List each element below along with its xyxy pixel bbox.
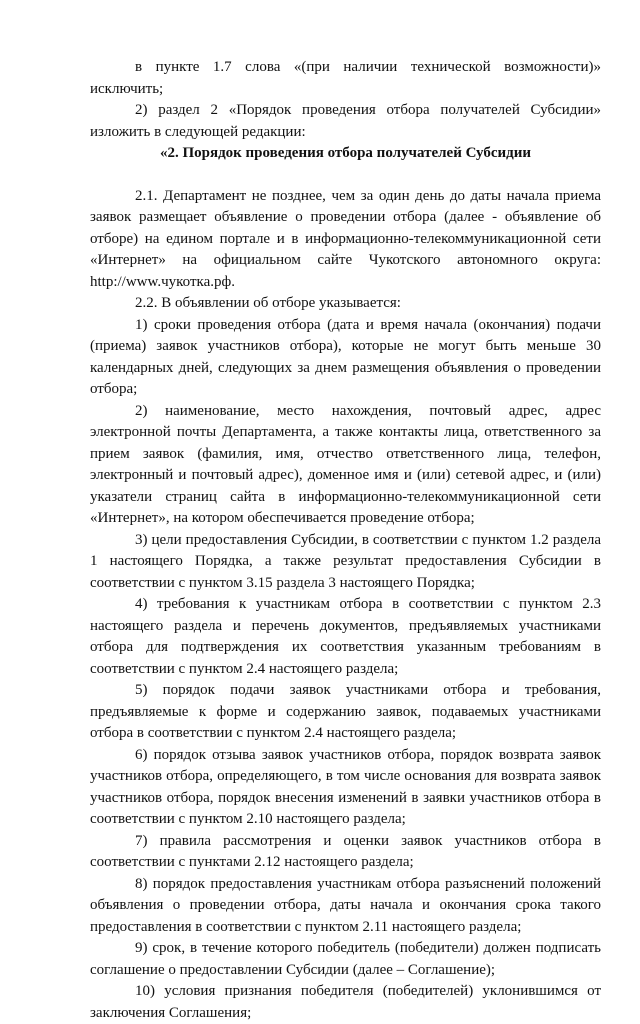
paragraph-amendment-1-7: в пункте 1.7 слова «(при наличии технической возможности)» исключить; xyxy=(90,59,601,97)
list-item-1: 1) сроки проведения отбора (дата и время начала (окончания) подачи (приема) заявок участников отбора), которые не могут быть меньше 30 календарных дней, следующих за днем размещения объявления о проведении отбора; xyxy=(90,316,601,397)
document-body xyxy=(90,57,601,1024)
list-item-3: 3) цели предоставления Субсидии, в соответствии с пунктом 1.2 раздела 1 настоящего Порядка, а также результат предоставления Субсидии в соответствии с пунктом 3.15 раздела 3 настоящего Порядка; xyxy=(90,531,601,591)
list-item-9: 9) срок, в течение которого победитель (победители) должен подписать соглашение о предоставлении Субсидии (далее – Соглашение); xyxy=(90,940,601,978)
list-item-10: 10) условия признания победителя (победителей) уклонившимся от заключения Соглашения; xyxy=(90,983,601,1021)
list-item-6: 6) порядок отзыва заявок участников отбора, порядок возврата заявок участников отбора, определяющего, в том числе основания для возврата заявок участников отбора, порядок внесения изменений в заявки участников отбора в соответствии с пунктом 2.10 настоящего раздела; xyxy=(90,746,601,827)
paragraph-2-1: 2.1. Департамент не позднее, чем за один день до даты начала приема заявок размещает объявление о проведении отбора (далее - объявление об отборе) на едином портале и в информационно-телекоммуникационной сети «Интернет» на официальном сайте Чукотского автономного округа: http://www.чукотка.рф. xyxy=(90,187,601,290)
section-heading: «2. Порядок проведения отбора получателей Субсидии xyxy=(159,145,532,161)
paragraph-amendment-section-2: 2) раздел 2 «Порядок проведения отбора получателей Субсидии» изложить в следующей редакции: xyxy=(90,102,601,140)
list-item-7: 7) правила рассмотрения и оценки заявок участников отбора в соответствии с пунктами 2.12 настоящего раздела; xyxy=(90,832,601,870)
paragraph-2-2: 2.2. В объявлении об отборе указывается: xyxy=(135,295,401,311)
list-item-8: 8) порядок предоставления участникам отбора разъяснений положений объявления о проведении отбора, даты начала и окончания срока такого предоставления в соответствии с пунктом 2.11 настоящего раздела; xyxy=(90,875,601,935)
list-item-5: 5) порядок подачи заявок участниками отбора и требования, предъявляемые к форме и содержанию заявок, подаваемых участниками отбора в соответствии с пунктом 2.4 настоящего раздела; xyxy=(90,682,601,741)
list-item-4: 4) требования к участникам отбора в соответствии с пунктом 2.3 настоящего раздела и перечень документов, предъявляемых участниками отбора для подтверждения их соответствия указанным требованиям в соответствии с пунктом 2.4 настоящего раздела; xyxy=(90,596,601,677)
list-item-2: 2) наименование, место нахождения, почтовый адрес, адрес электронной почты Департамента, а также контакты лица, ответственного за прием заявок (фамилия, имя, отчество ответственного лица, телефон, электронный и почтовый адрес), доменное имя и (или) сетевой адрес, и (или) указатели страниц сайта в информационно-телекоммуникационной сети «Интернет», на котором обеспечивается проведение отбора; xyxy=(90,402,601,526)
